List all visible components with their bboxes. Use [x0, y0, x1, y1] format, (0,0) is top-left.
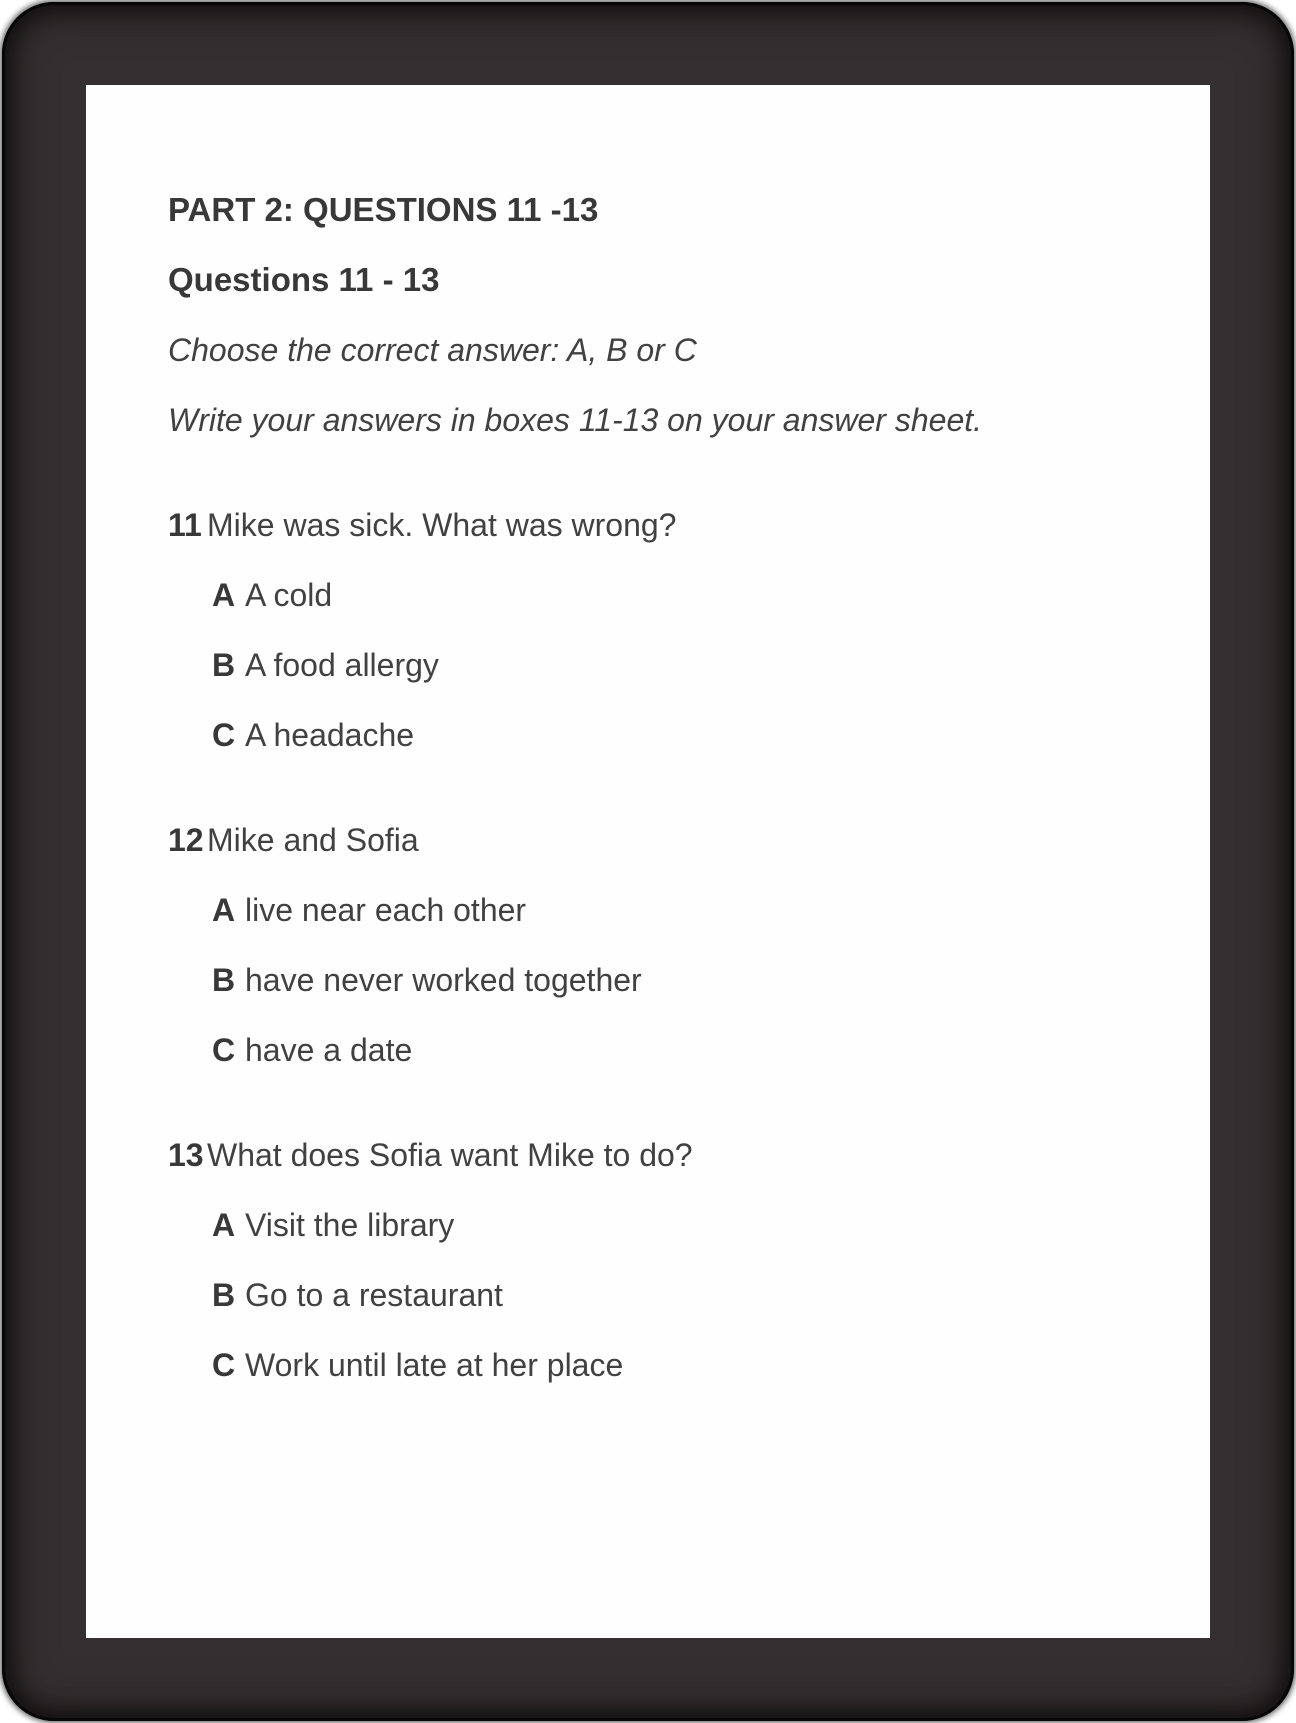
- option-text: A cold: [245, 577, 333, 613]
- option-letter: B: [212, 962, 236, 998]
- option-letter: B: [212, 1277, 236, 1313]
- option-row-12-c: [212, 1033, 1150, 1067]
- option-letter: C: [212, 1032, 236, 1068]
- question-block-12: [168, 823, 1150, 1067]
- document-page: [86, 85, 1210, 1638]
- option-text: Work until late at her place: [245, 1347, 624, 1383]
- option-letter: A: [212, 1207, 236, 1243]
- instruction-write: Write your answers in boxes 11-13 on your answer sheet.: [168, 402, 983, 438]
- option-text: A food allergy: [245, 647, 439, 683]
- option-text: have a date: [245, 1032, 413, 1068]
- option-text: Go to a restaurant: [245, 1277, 503, 1313]
- option-text: A headache: [245, 717, 415, 753]
- part-heading: PART 2: QUESTIONS 11 -13: [168, 191, 599, 228]
- option-text: Visit the library: [245, 1207, 455, 1243]
- option-row-13-c: [212, 1348, 1150, 1382]
- option-row-11-a: [212, 578, 1150, 612]
- question-row: [168, 1138, 1150, 1172]
- question-row: [168, 508, 1150, 542]
- question-number: 13: [168, 1137, 204, 1173]
- question-block-11: [168, 508, 1150, 752]
- question-block-13: [168, 1138, 1150, 1382]
- option-letter: B: [212, 647, 236, 683]
- option-text: have never worked together: [245, 962, 642, 998]
- instruction-choose: Choose the correct answer: A, B or C: [168, 332, 697, 368]
- section-heading: Questions 11 - 13: [168, 261, 440, 298]
- question-text: What does Sofia want Mike to do?: [207, 1137, 693, 1173]
- option-row-11-b: [212, 648, 1150, 682]
- option-letter: C: [212, 717, 236, 753]
- option-row-12-a: [212, 893, 1150, 927]
- option-row-12-b: [212, 963, 1150, 997]
- question-text: Mike and Sofia: [207, 822, 419, 858]
- question-text: Mike was sick. What was wrong?: [207, 507, 677, 543]
- option-letter: C: [212, 1347, 236, 1383]
- option-row-13-b: [212, 1278, 1150, 1312]
- question-number: 12: [168, 822, 204, 858]
- option-letter: A: [212, 892, 236, 928]
- option-text: live near each other: [245, 892, 527, 928]
- option-row-13-a: [212, 1208, 1150, 1242]
- question-row: [168, 823, 1150, 857]
- question-number: 11: [168, 507, 202, 543]
- option-letter: A: [212, 577, 236, 613]
- option-row-11-c: [212, 718, 1150, 752]
